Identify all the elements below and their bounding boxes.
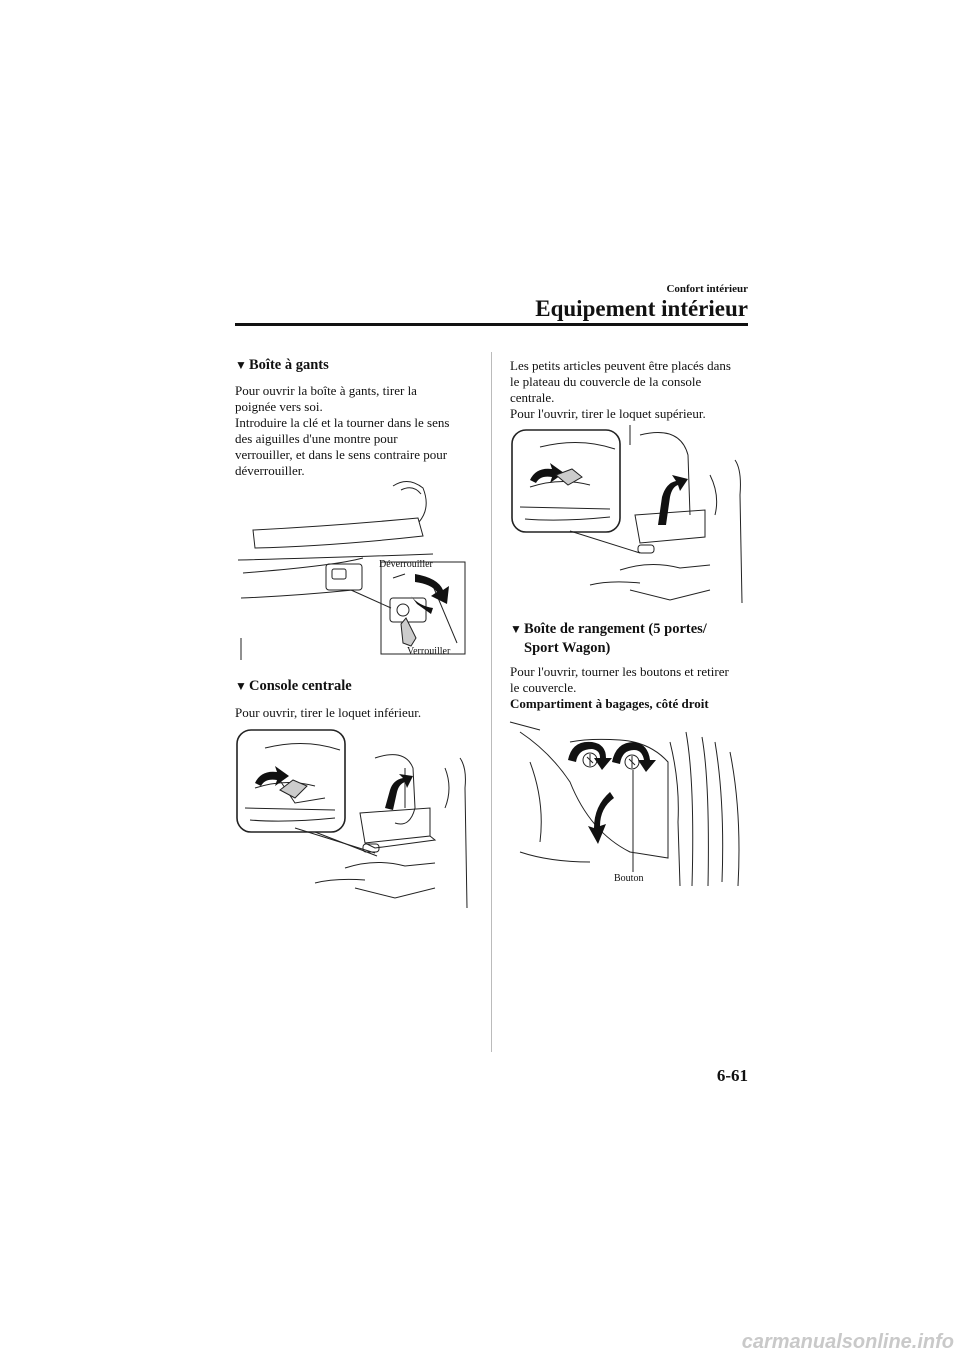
tray-drawing xyxy=(510,425,750,605)
tray-text xyxy=(510,358,750,422)
console-illustration xyxy=(235,728,475,908)
label-lock: Verrouiller xyxy=(407,646,451,657)
text-line: verrouiller, et dans le sens contraire pour xyxy=(235,447,448,462)
storage-heading xyxy=(510,620,750,658)
storage-subheading: Compartiment à bagages, côté droit xyxy=(510,696,709,711)
down-triangle-icon: ▼ xyxy=(510,622,522,636)
glovebox-heading xyxy=(235,356,329,375)
text-line: Les petits articles peuvent être placés dans xyxy=(510,358,731,373)
text-line: Introduire la clé et la tourner dans le sens xyxy=(235,415,450,430)
text-line: le couvercle. xyxy=(510,680,577,695)
glovebox-title: Boîte à gants xyxy=(249,357,329,373)
storage-drawing xyxy=(510,722,750,890)
glovebox-drawing xyxy=(233,478,473,660)
console-heading xyxy=(235,677,352,696)
storage-illustration xyxy=(510,722,750,890)
watermark: carmanualsonline.info xyxy=(741,1331,954,1353)
section-title: Equipement intérieur xyxy=(535,296,748,321)
storage-title-line1: Boîte de rangement (5 portes/ xyxy=(524,621,707,637)
chapter-title: Confort intérieur xyxy=(666,283,748,295)
console-drawing xyxy=(235,728,475,908)
glovebox-illustration xyxy=(233,478,473,660)
glovebox-text xyxy=(235,383,475,479)
console-title: Console centrale xyxy=(249,678,352,694)
column-divider xyxy=(491,352,492,1052)
down-triangle-icon: ▼ xyxy=(235,679,247,693)
header-rule xyxy=(235,323,748,326)
label-button: Bouton xyxy=(614,873,644,884)
tray-illustration xyxy=(510,425,750,605)
text-line: Pour l'ouvrir, tourner les boutons et retirer xyxy=(510,664,729,679)
storage-title-line2: Sport Wagon) xyxy=(524,640,611,656)
page-number: 6-61 xyxy=(716,1066,748,1085)
text-line: Pour l'ouvrir, tirer le loquet supérieur. xyxy=(510,406,706,421)
text-line: centrale. xyxy=(510,390,555,405)
storage-text xyxy=(510,664,755,712)
console-text: Pour ouvrir, tirer le loquet inférieur. xyxy=(235,705,422,720)
text-line: poignée vers soi. xyxy=(235,399,323,414)
down-triangle-icon: ▼ xyxy=(235,358,247,372)
label-unlock: Déverrouiller xyxy=(379,559,433,570)
text-line: le plateau du couvercle de la console xyxy=(510,374,702,389)
text-line: des aiguilles d'une montre pour xyxy=(235,431,398,446)
text-line: déverrouiller. xyxy=(235,463,305,478)
text-line: Pour ouvrir la boîte à gants, tirer la xyxy=(235,383,417,398)
